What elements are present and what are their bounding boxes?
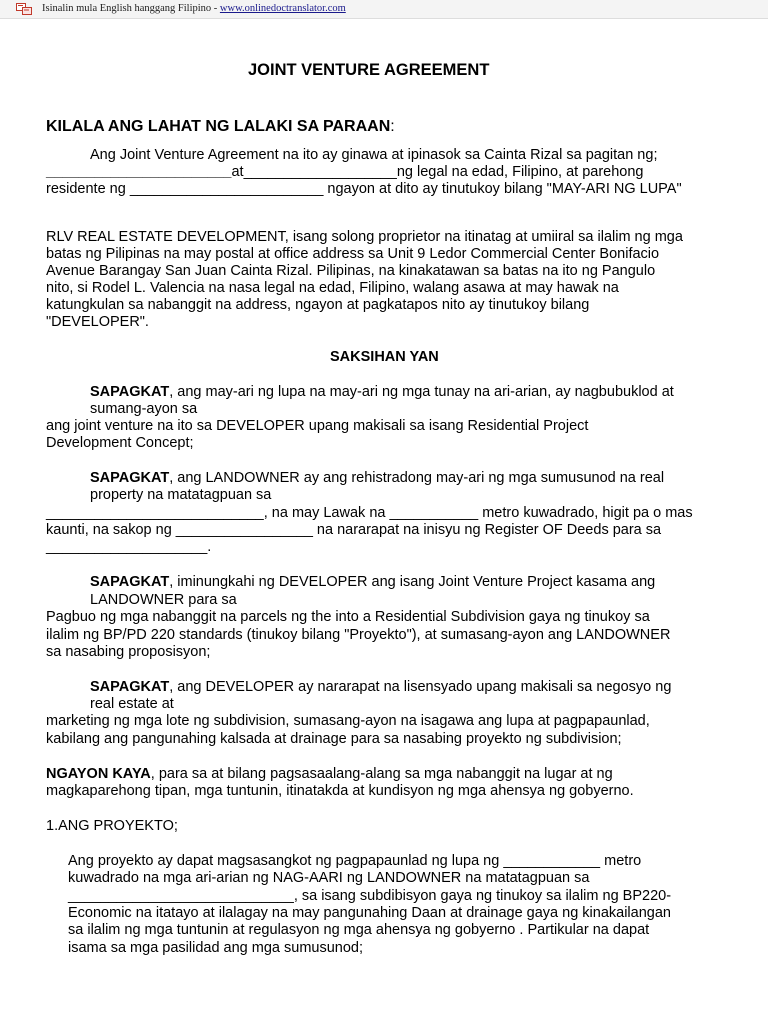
document-title: JOINT VENTURE AGREEMENT bbox=[248, 61, 490, 79]
translator-link[interactable]: www.onlinedoctranslator.com bbox=[219, 3, 346, 14]
intro-line-2: _______________________at___________________ng legal na edad, Filipino, at parehong bbox=[46, 164, 644, 180]
project-line-1: Ang proyekto ay dapat magsasangkot ng pagpapaunlad ng lupa ng ____________ metro bbox=[68, 853, 642, 869]
whereas-1-line-2: sumang-ayon sa bbox=[90, 401, 198, 417]
section-1-heading: 1.ANG PROYEKTO; bbox=[46, 818, 178, 834]
intro-line-1: Ang Joint Venture Agreement na ito ay ginawa at ipinasok sa Cainta Rizal sa pagitan ng; bbox=[90, 147, 658, 163]
translate-icon bbox=[16, 3, 32, 15]
whereas-3-line-3: Pagbuo ng mga nabanggit na parcels ng the into a Residential Subdivision gaya ng tinukoy sa bbox=[46, 609, 650, 625]
whereas-2-line-4: kaunti, na sakop ng _________________ na nararapat na inisyu ng Register OF Deeds para sa bbox=[46, 522, 662, 538]
now-line-2: magkaparehong tipan, mga tuntunin, itinatakda at kundisyon ng mga ahensya ng gobyerno. bbox=[46, 783, 634, 799]
developer-line-4: nito, si Rodel L. Valencia na nasa legal na edad, Filipino, walang asawa at may hawak na bbox=[46, 280, 619, 296]
whereas-2-line-2: property na matatagpuan sa bbox=[90, 487, 272, 503]
developer-line-3: Avenue Barangay San Juan Cainta Rizal. Pilipinas, na kinakatawan sa batas na ito ng Pangulo bbox=[46, 263, 656, 279]
intro-line-3: residente ng ________________________ ngayon at dito ay tinutukoy bilang "MAY-ARI NG LUPA" bbox=[46, 181, 682, 197]
document-heading: KILALA ANG LAHAT NG LALAKI SA PARAAN: bbox=[46, 118, 395, 135]
whereas-3-line-4: ilalim ng BP/PD 220 standards (tinukoy bilang "Proyekto"), at sumasang-ayon ang LANDOWNER bbox=[46, 627, 671, 643]
developer-line-5: katungkulan sa nabanggit na address, ngayon at pagkatapos nito ay tinutukoy bilang bbox=[46, 297, 590, 313]
blank-title-no: _________________ bbox=[175, 522, 313, 538]
project-line-6: isama sa mga pasilidad ang mga sumusunod; bbox=[68, 940, 363, 956]
blank-second-party: ___________________ bbox=[243, 164, 397, 180]
blank-property-location: ___________________________ bbox=[46, 505, 264, 521]
developer-line-2: batas ng Pilipinas na may postal at office address sa Unit 9 Ledor Commercial Center Bonifacio bbox=[46, 246, 660, 262]
project-line-5: sa ilalim ng mga tuntunin at regulasyon ng mga ahensya ng gobyerno . Partikular na dapat bbox=[68, 922, 650, 938]
whereas-4-line-4: kabilang ang pangunahing kalsada at drainage para sa nasabing proyekto ng subdivision; bbox=[46, 731, 622, 747]
whereas-1-line-1: SAPAGKAT, ang may-ari ng lupa na may-ari ng mga tunay na ari-arian, ay nagbubuklod at bbox=[90, 384, 674, 400]
whereas-2-line-5: ____________________. bbox=[46, 539, 212, 555]
now-line-1: NGAYON KAYA, para sa at bilang pagsasaalang-alang sa mga nabanggit na lugar at ng bbox=[46, 766, 613, 782]
developer-line-1: RLV REAL ESTATE DEVELOPMENT, isang solong proprietor na itinatag at umiiral sa ilalim ng mga bbox=[46, 229, 683, 245]
whereas-4-line-3: marketing ng mga lote ng subdivision, sumasang-ayon na isagawa ang lupa at pagpapaunlad, bbox=[46, 713, 650, 729]
witness-heading: SAKSIHAN YAN bbox=[330, 349, 439, 365]
blank-register-place: ____________________ bbox=[46, 539, 208, 555]
blank-area: ___________ bbox=[389, 505, 479, 521]
translator-banner bbox=[0, 0, 768, 19]
whereas-1-line-4: Development Concept; bbox=[46, 435, 194, 451]
whereas-3-line-1: SAPAGKAT, iminungkahi ng DEVELOPER ang isang Joint Venture Project kasama ang bbox=[90, 574, 656, 590]
blank-project-location: ____________________________ bbox=[68, 888, 294, 904]
developer-line-6: "DEVELOPER". bbox=[46, 314, 149, 330]
whereas-2-line-1: SAPAGKAT, ang LANDOWNER ay ang rehistradong may-ari ng mga sumusunod na real bbox=[90, 470, 665, 486]
project-line-3: ____________________________, sa isang subdibisyon gaya ng tinukoy sa ilalim ng BP220- bbox=[68, 888, 672, 904]
blank-residence: ________________________ bbox=[129, 181, 324, 197]
project-line-4: Economic na itatayo at ilalagay na may pangunahing Daan at drainage gaya ng kinakailangan bbox=[68, 905, 671, 921]
project-line-2: kuwadrado na mga ari-arian ng NAG-AARI ng LANDOWNER na matatagpuan sa bbox=[68, 870, 590, 886]
blank-project-area: ____________ bbox=[503, 853, 601, 869]
banner-label: Isinalin mula English hanggang Filipino - bbox=[42, 3, 220, 14]
whereas-4-line-1: SAPAGKAT, ang DEVELOPER ay nararapat na lisensyado upang makisali sa negosyo ng bbox=[90, 679, 672, 695]
whereas-3-line-5: sa nasabing proposisyon; bbox=[46, 644, 211, 660]
blank-first-party: _______________________ bbox=[46, 164, 232, 180]
whereas-3-line-2: LANDOWNER para sa bbox=[90, 592, 237, 608]
banner-text bbox=[42, 3, 346, 14]
whereas-4-line-2: real estate at bbox=[90, 696, 174, 712]
whereas-1-line-3: ang joint venture na ito sa DEVELOPER upang makisali sa isang Residential Project bbox=[46, 418, 589, 434]
whereas-2-line-3: ___________________________, na may Lawak na ___________ metro kuwadrado, higit pa o mas bbox=[46, 505, 693, 521]
